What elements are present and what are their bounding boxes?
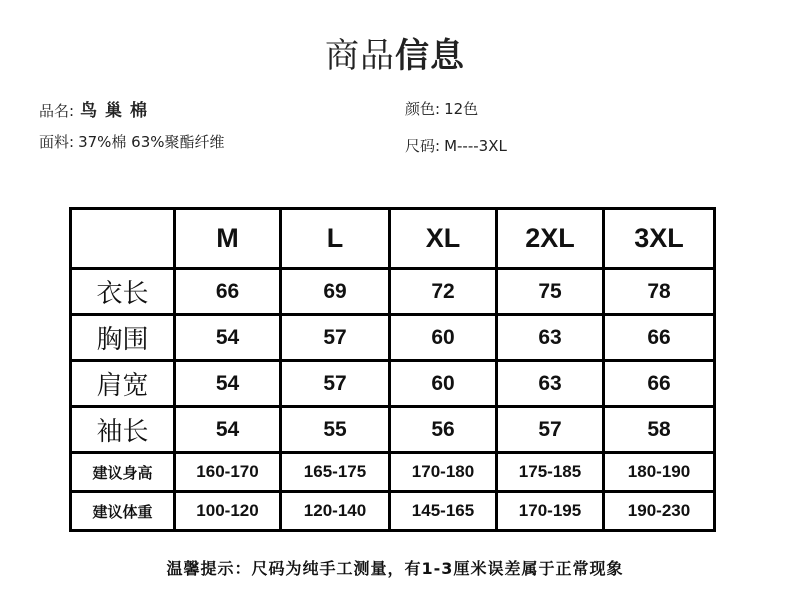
- table-cell: 170-195: [497, 492, 604, 531]
- title-part-1: 商品: [325, 36, 395, 76]
- product-size-value: M----3XL: [444, 137, 507, 155]
- measurement-note: 温馨提示：尺码为纯手工测量，有1-3厘米误差属于正常现象: [166, 559, 624, 578]
- product-material-value: 37%棉 63%聚酯纤维: [78, 133, 225, 151]
- table-cell: 60: [390, 315, 497, 361]
- table-row: [71, 453, 715, 492]
- table-cell: 60: [390, 361, 497, 407]
- row-label: 建议体重: [71, 492, 175, 531]
- size-header-row: [71, 209, 715, 269]
- table-cell: 66: [604, 315, 715, 361]
- table-cell: 100-120: [175, 492, 281, 531]
- product-color-label: 颜色:: [405, 100, 441, 118]
- title-part-2: 信息: [395, 36, 465, 76]
- table-cell: 54: [175, 361, 281, 407]
- table-cell: 57: [281, 361, 390, 407]
- row-label: 胸围: [71, 315, 175, 361]
- table-cell: 180-190: [604, 453, 715, 492]
- table-cell: 75: [497, 269, 604, 315]
- table-cell: 160-170: [175, 453, 281, 492]
- table-cell: 58: [604, 407, 715, 453]
- header-corner-cell: [71, 209, 175, 269]
- size-header-cell: M: [175, 209, 281, 269]
- table-cell: 190-230: [604, 492, 715, 531]
- product-name: [39, 96, 155, 121]
- table-cell: 66: [604, 361, 715, 407]
- size-header-cell: 3XL: [604, 209, 715, 269]
- product-name-label: 品名:: [39, 102, 75, 120]
- product-material-label: 面料:: [39, 133, 75, 151]
- row-label: 肩宽: [71, 361, 175, 407]
- table-cell: 145-165: [390, 492, 497, 531]
- table-row: [71, 492, 715, 531]
- table-cell: 55: [281, 407, 390, 453]
- product-name-value: 鸟巢棉: [80, 101, 156, 121]
- table-cell: 66: [175, 269, 281, 315]
- row-label: 建议身高: [71, 453, 175, 492]
- table-cell: 78: [604, 269, 715, 315]
- product-material: [39, 131, 225, 152]
- table-cell: 69: [281, 269, 390, 315]
- product-color: [405, 98, 478, 119]
- size-chart-table: [69, 207, 716, 532]
- table-cell: 175-185: [497, 453, 604, 492]
- table-cell: 56: [390, 407, 497, 453]
- table-cell: 120-140: [281, 492, 390, 531]
- table-row: [71, 315, 715, 361]
- table-cell: 63: [497, 361, 604, 407]
- row-label: 衣长: [71, 269, 175, 315]
- table-cell: 57: [281, 315, 390, 361]
- product-size-range: [405, 135, 507, 156]
- table-cell: 54: [175, 407, 281, 453]
- product-color-value: 12色: [444, 100, 479, 118]
- row-label: 袖长: [71, 407, 175, 453]
- table-row: [71, 361, 715, 407]
- table-cell: 165-175: [281, 453, 390, 492]
- table-row: [71, 269, 715, 315]
- page-title: [0, 28, 790, 77]
- table-cell: 57: [497, 407, 604, 453]
- table-cell: 54: [175, 315, 281, 361]
- table-row: [71, 407, 715, 453]
- table-cell: 170-180: [390, 453, 497, 492]
- table-cell: 63: [497, 315, 604, 361]
- product-size-label: 尺码:: [405, 137, 441, 155]
- table-cell: 72: [390, 269, 497, 315]
- size-header-cell: XL: [390, 209, 497, 269]
- size-header-cell: 2XL: [497, 209, 604, 269]
- size-header-cell: L: [281, 209, 390, 269]
